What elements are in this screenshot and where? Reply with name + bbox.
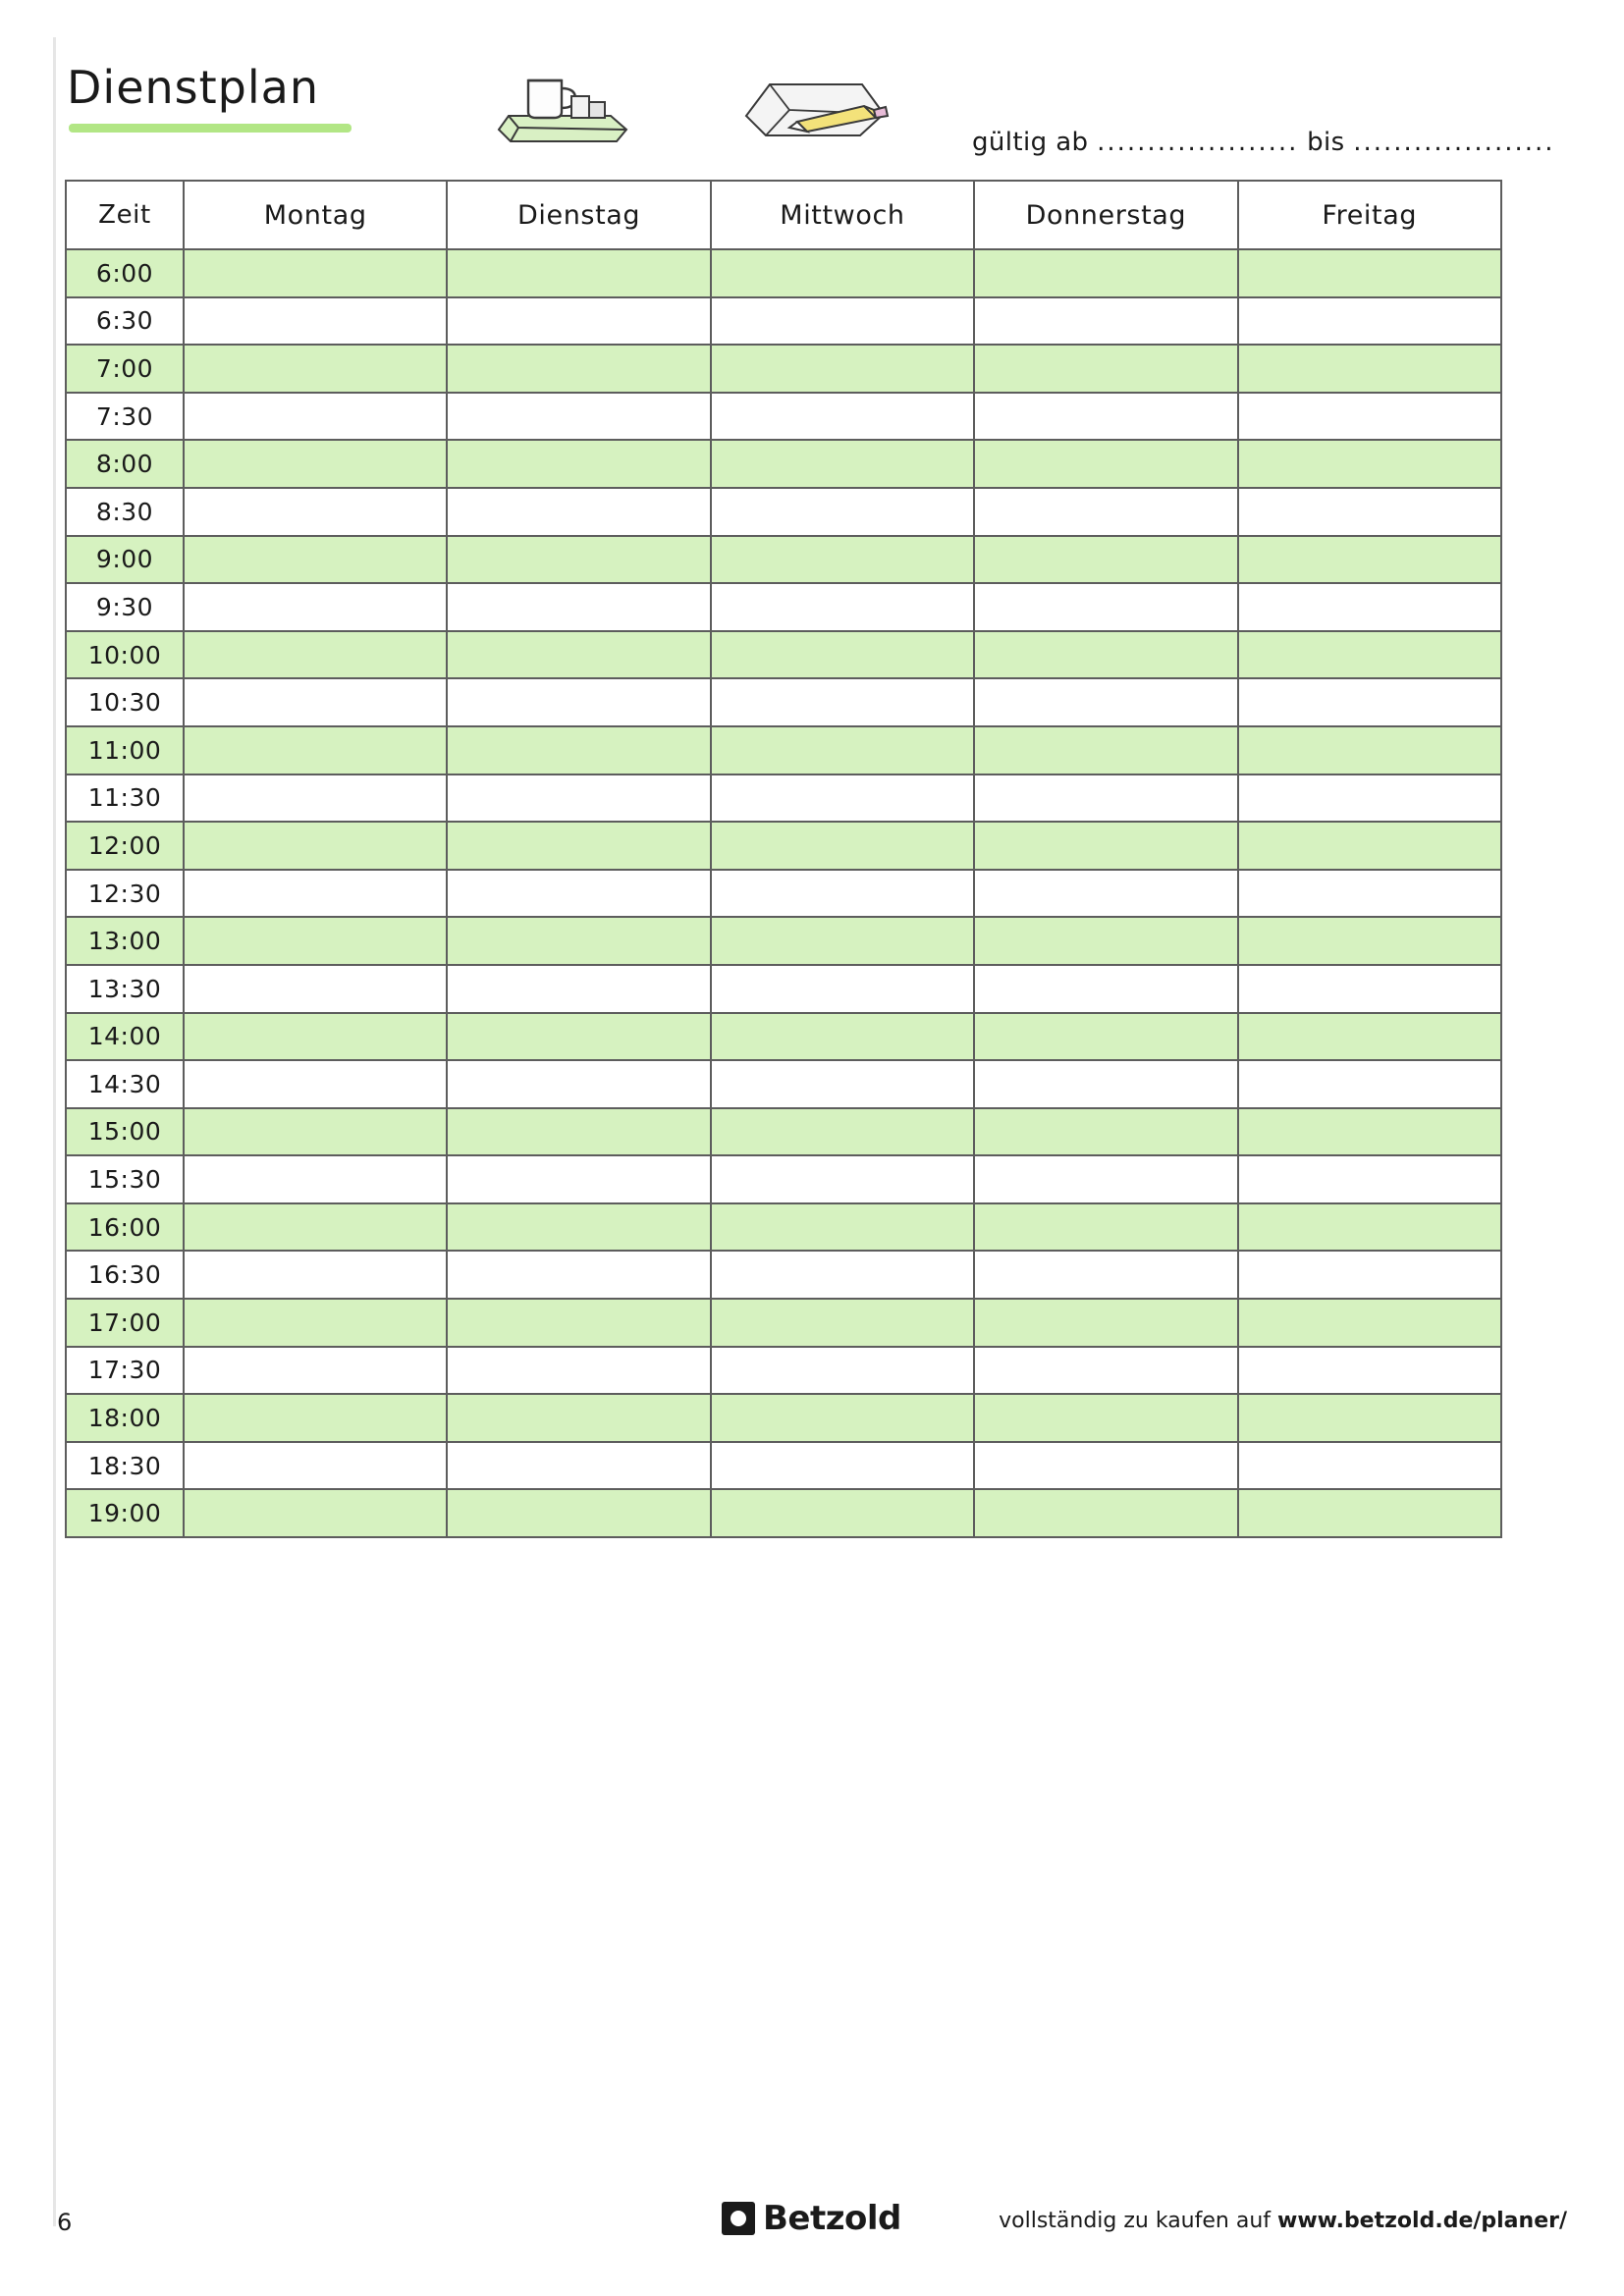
schedule-cell-dienstag-1300[interactable] [447,917,710,965]
schedule-cell-montag-900[interactable] [184,536,447,584]
schedule-cell-donnerstag-1830[interactable] [974,1442,1237,1490]
schedule-cell-freitag-1430[interactable] [1238,1060,1501,1108]
page-title: Dienstplan [67,61,319,114]
schedule-cell-mittwoch-1630[interactable] [711,1251,974,1299]
time-label: 12:00 [66,822,184,870]
schedule-cell-mittwoch-730[interactable] [711,393,974,441]
table-row [66,917,1501,965]
schedule-cell-dienstag-1000[interactable] [447,631,710,679]
table-row [66,249,1501,297]
schedule-cell-mittwoch-1500[interactable] [711,1108,974,1156]
schedule-cell-donnerstag-1500[interactable] [974,1108,1237,1156]
schedule-cell-freitag-1800[interactable] [1238,1394,1501,1442]
schedule-cell-freitag-1100[interactable] [1238,726,1501,774]
schedule-cell-freitag-1830[interactable] [1238,1442,1501,1490]
schedule-cell-mittwoch-1900[interactable] [711,1489,974,1537]
time-label: 16:00 [66,1203,184,1252]
schedule-cell-montag-1330[interactable] [184,965,447,1013]
page-edge-line [53,37,56,2226]
schedule-cell-dienstag-1830[interactable] [447,1442,710,1490]
schedule-cell-donnerstag-1730[interactable] [974,1347,1237,1395]
schedule-cell-dienstag-1130[interactable] [447,774,710,823]
validity-from-field[interactable]: .................... [1097,128,1299,157]
time-label: 14:30 [66,1060,184,1108]
schedule-cell-freitag-700[interactable] [1238,345,1501,393]
schedule-cell-montag-730[interactable] [184,393,447,441]
page-number: 6 [57,2209,73,2236]
time-label: 15:30 [66,1155,184,1203]
time-label: 11:30 [66,774,184,823]
schedule-table [65,180,1502,1538]
schedule-cell-dienstag-900[interactable] [447,536,710,584]
schedule-cell-montag-1730[interactable] [184,1347,447,1395]
schedule-cell-montag-1000[interactable] [184,631,447,679]
table-row [66,345,1501,393]
schedule-cell-montag-1130[interactable] [184,774,447,823]
schedule-cell-montag-1800[interactable] [184,1394,447,1442]
schedule-cell-dienstag-700[interactable] [447,345,710,393]
schedule-cell-dienstag-1630[interactable] [447,1251,710,1299]
schedule-cell-montag-1400[interactable] [184,1013,447,1061]
schedule-cell-freitag-1000[interactable] [1238,631,1501,679]
time-label: 6:30 [66,297,184,346]
schedule-cell-donnerstag-1200[interactable] [974,822,1237,870]
schedule-cell-donnerstag-600[interactable] [974,249,1237,297]
schedule-cell-freitag-1230[interactable] [1238,870,1501,918]
schedule-cell-donnerstag-1530[interactable] [974,1155,1237,1203]
schedule-cell-mittwoch-1330[interactable] [711,965,974,1013]
table-row [66,1299,1501,1347]
schedule-cell-dienstag-1800[interactable] [447,1394,710,1442]
schedule-cell-freitag-1400[interactable] [1238,1013,1501,1061]
table-row [66,678,1501,726]
table-row [66,1347,1501,1395]
header-day-freitag: Freitag [1238,181,1501,249]
time-label: 17:30 [66,1347,184,1395]
schedule-cell-mittwoch-700[interactable] [711,345,974,393]
schedule-cell-donnerstag-1800[interactable] [974,1394,1237,1442]
schedule-cell-montag-1500[interactable] [184,1108,447,1156]
schedule-cell-dienstag-930[interactable] [447,583,710,631]
schedule-cell-freitag-930[interactable] [1238,583,1501,631]
time-label: 16:30 [66,1251,184,1299]
coffee-cup-on-book-icon [481,63,648,151]
schedule-cell-donnerstag-1300[interactable] [974,917,1237,965]
schedule-cell-dienstag-1700[interactable] [447,1299,710,1347]
schedule-cell-donnerstag-1030[interactable] [974,678,1237,726]
schedule-cell-dienstag-1530[interactable] [447,1155,710,1203]
schedule-cell-mittwoch-1100[interactable] [711,726,974,774]
schedule-cell-donnerstag-1430[interactable] [974,1060,1237,1108]
schedule-cell-freitag-1600[interactable] [1238,1203,1501,1252]
schedule-cell-freitag-1300[interactable] [1238,917,1501,965]
schedule-cell-donnerstag-1130[interactable] [974,774,1237,823]
time-label: 8:30 [66,488,184,536]
schedule-cell-donnerstag-700[interactable] [974,345,1237,393]
table-row [66,1251,1501,1299]
brand-name: Betzold [763,2199,901,2238]
schedule-cell-donnerstag-1230[interactable] [974,870,1237,918]
schedule-cell-mittwoch-1000[interactable] [711,631,974,679]
schedule-table-body [66,249,1501,1537]
schedule-cell-freitag-1330[interactable] [1238,965,1501,1013]
schedule-cell-montag-1100[interactable] [184,726,447,774]
schedule-cell-donnerstag-1400[interactable] [974,1013,1237,1061]
time-label: 7:00 [66,345,184,393]
schedule-cell-freitag-1030[interactable] [1238,678,1501,726]
schedule-cell-donnerstag-1900[interactable] [974,1489,1237,1537]
schedule-cell-freitag-1200[interactable] [1238,822,1501,870]
schedule-cell-donnerstag-800[interactable] [974,440,1237,488]
schedule-cell-freitag-1900[interactable] [1238,1489,1501,1537]
schedule-cell-donnerstag-730[interactable] [974,393,1237,441]
schedule-cell-mittwoch-1130[interactable] [711,774,974,823]
schedule-cell-donnerstag-900[interactable] [974,536,1237,584]
time-label: 9:30 [66,583,184,631]
time-label: 9:00 [66,536,184,584]
brand-logo [722,2199,901,2238]
schedule-cell-dienstag-1730[interactable] [447,1347,710,1395]
time-label: 18:30 [66,1442,184,1490]
table-row [66,1394,1501,1442]
schedule-cell-montag-1600[interactable] [184,1203,447,1252]
schedule-cell-dienstag-1430[interactable] [447,1060,710,1108]
table-row [66,583,1501,631]
schedule-cell-montag-800[interactable] [184,440,447,488]
header-day-dienstag: Dienstag [447,181,710,249]
title-highlight-underline [69,124,352,133]
schedule-cell-freitag-900[interactable] [1238,536,1501,584]
schedule-cell-mittwoch-1800[interactable] [711,1394,974,1442]
table-header-row [66,181,1501,249]
schedule-cell-montag-630[interactable] [184,297,447,346]
table-row [66,774,1501,823]
schedule-cell-donnerstag-1100[interactable] [974,726,1237,774]
time-label: 19:00 [66,1489,184,1537]
time-label: 14:00 [66,1013,184,1061]
schedule-cell-dienstag-1030[interactable] [447,678,710,726]
schedule-cell-freitag-730[interactable] [1238,393,1501,441]
page-footer [0,2191,1624,2269]
schedule-cell-montag-1430[interactable] [184,1060,447,1108]
schedule-cell-donnerstag-630[interactable] [974,297,1237,346]
schedule-cell-freitag-600[interactable] [1238,249,1501,297]
schedule-cell-dienstag-1500[interactable] [447,1108,710,1156]
footer-note-url[interactable]: www.betzold.de/planer/ [1277,2209,1567,2233]
table-row [66,631,1501,679]
table-row [66,822,1501,870]
table-row [66,870,1501,918]
schedule-cell-mittwoch-1830[interactable] [711,1442,974,1490]
table-row [66,1060,1501,1108]
footer-note-prefix: vollständig zu kaufen auf [999,2209,1278,2233]
table-row [66,726,1501,774]
schedule-cell-dienstag-1600[interactable] [447,1203,710,1252]
validity-line [972,128,1561,157]
schedule-cell-dienstag-1900[interactable] [447,1489,710,1537]
time-label: 10:30 [66,678,184,726]
schedule-cell-montag-1230[interactable] [184,870,447,918]
table-row [66,393,1501,441]
footer-note [999,2209,1567,2233]
schedule-cell-freitag-1630[interactable] [1238,1251,1501,1299]
table-row [66,1013,1501,1061]
schedule-cell-freitag-1500[interactable] [1238,1108,1501,1156]
table-row [66,297,1501,346]
schedule-cell-montag-830[interactable] [184,488,447,536]
time-label: 15:00 [66,1108,184,1156]
schedule-cell-mittwoch-1530[interactable] [711,1155,974,1203]
schedule-cell-mittwoch-1230[interactable] [711,870,974,918]
schedule-cell-freitag-830[interactable] [1238,488,1501,536]
schedule-cell-freitag-630[interactable] [1238,297,1501,346]
schedule-cell-dienstag-800[interactable] [447,440,710,488]
schedule-cell-mittwoch-1300[interactable] [711,917,974,965]
schedule-cell-montag-1900[interactable] [184,1489,447,1537]
schedule-cell-donnerstag-1600[interactable] [974,1203,1237,1252]
time-label: 12:30 [66,870,184,918]
schedule-cell-mittwoch-1200[interactable] [711,822,974,870]
schedule-cell-mittwoch-1430[interactable] [711,1060,974,1108]
validity-to-label: bis [1307,128,1345,157]
table-row [66,1489,1501,1537]
time-label: 7:30 [66,393,184,441]
schedule-cell-dienstag-1100[interactable] [447,726,710,774]
table-row [66,536,1501,584]
schedule-cell-donnerstag-930[interactable] [974,583,1237,631]
schedule-cell-mittwoch-600[interactable] [711,249,974,297]
time-label: 18:00 [66,1394,184,1442]
schedule-cell-montag-1630[interactable] [184,1251,447,1299]
table-row [66,1108,1501,1156]
schedule-cell-dienstag-1400[interactable] [447,1013,710,1061]
schedule-cell-dienstag-600[interactable] [447,249,710,297]
schedule-cell-freitag-1130[interactable] [1238,774,1501,823]
schedule-cell-mittwoch-1600[interactable] [711,1203,974,1252]
schedule-cell-donnerstag-830[interactable] [974,488,1237,536]
schedule-cell-mittwoch-1730[interactable] [711,1347,974,1395]
schedule-cell-montag-1030[interactable] [184,678,447,726]
header-day-donnerstag: Donnerstag [974,181,1237,249]
schedule-cell-dienstag-730[interactable] [447,393,710,441]
schedule-cell-freitag-1700[interactable] [1238,1299,1501,1347]
table-row [66,965,1501,1013]
schedule-cell-montag-1200[interactable] [184,822,447,870]
header-day-mittwoch: Mittwoch [711,181,974,249]
table-row [66,1203,1501,1252]
schedule-cell-dienstag-1330[interactable] [447,965,710,1013]
schedule-cell-mittwoch-930[interactable] [711,583,974,631]
schedule-cell-freitag-1730[interactable] [1238,1347,1501,1395]
schedule-cell-montag-930[interactable] [184,583,447,631]
header-day-montag: Montag [184,181,447,249]
time-label: 17:00 [66,1299,184,1347]
schedule-cell-montag-700[interactable] [184,345,447,393]
schedule-cell-montag-1530[interactable] [184,1155,447,1203]
schedule-cell-montag-1300[interactable] [184,917,447,965]
schedule-cell-donnerstag-1700[interactable] [974,1299,1237,1347]
time-label: 10:00 [66,631,184,679]
schedule-cell-freitag-1530[interactable] [1238,1155,1501,1203]
schedule-cell-mittwoch-1400[interactable] [711,1013,974,1061]
page-header [59,51,1571,159]
schedule-cell-dienstag-830[interactable] [447,488,710,536]
schedule-cell-mittwoch-830[interactable] [711,488,974,536]
schedule-cell-donnerstag-1630[interactable] [974,1251,1237,1299]
validity-to-field[interactable]: .................... [1353,128,1555,157]
schedule-cell-donnerstag-1330[interactable] [974,965,1237,1013]
notepad-pencil-icon [736,71,913,149]
brand-mark-icon [722,2202,755,2235]
page-title-wrap [67,61,391,114]
table-row [66,1155,1501,1203]
schedule-cell-montag-600[interactable] [184,249,447,297]
time-label: 6:00 [66,249,184,297]
schedule-cell-dienstag-630[interactable] [447,297,710,346]
schedule-cell-mittwoch-800[interactable] [711,440,974,488]
table-row [66,440,1501,488]
header-time: Zeit [66,181,184,249]
schedule-cell-mittwoch-630[interactable] [711,297,974,346]
schedule-cell-mittwoch-1030[interactable] [711,678,974,726]
schedule-cell-donnerstag-1000[interactable] [974,631,1237,679]
time-label: 13:30 [66,965,184,1013]
schedule-cell-mittwoch-1700[interactable] [711,1299,974,1347]
table-row [66,488,1501,536]
schedule-cell-dienstag-1200[interactable] [447,822,710,870]
time-label: 13:00 [66,917,184,965]
table-row [66,1442,1501,1490]
time-label: 8:00 [66,440,184,488]
schedule-cell-freitag-800[interactable] [1238,440,1501,488]
validity-from-label: gültig ab [972,128,1089,157]
schedule-cell-montag-1700[interactable] [184,1299,447,1347]
time-label: 11:00 [66,726,184,774]
schedule-cell-montag-1830[interactable] [184,1442,447,1490]
schedule-cell-mittwoch-900[interactable] [711,536,974,584]
schedule-cell-dienstag-1230[interactable] [447,870,710,918]
